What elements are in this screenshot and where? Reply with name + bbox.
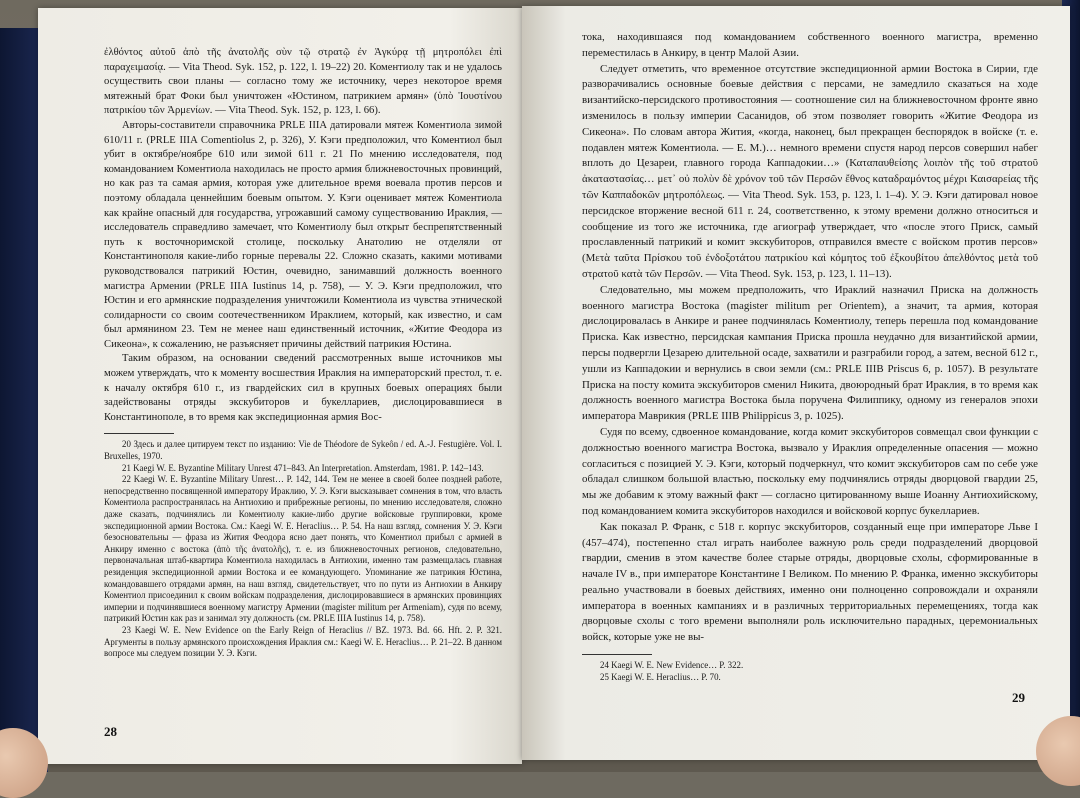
footnote: 23 Kaegi W. E. New Evidence on the Early Reign of Heraclius // BZ. 1973. Bd. 66. Hft. 2. P. 321. Аргументы в пользу армянского происхождения Ираклия см.: Kaegi W. E. Heraclius… P. 21–22. В данном вопросе мы следуем позиции У. Э. Кэги. [104, 624, 502, 659]
right-paragraph: Следовательно, мы можем предположить, что Ираклий назначил Приска на должность военного магистра Востока (magister militum per Orientem), а значит, та армия, которая дислоцировалась в Анкире и ранее подчинялась Коментиолу, теперь перешла под командование Приска. Как известно, персидская кампания Приска прошла неудачно для византийской армии, персы подвергли Цезарею длительной осаде, захватили и разграбили город, а затем, весной 612 г., ушли из Каппадокии и вернулись в свои земли (см.: PRLE IIIB Priscus 6, p. 1057). В результате Приска на посту комита экскубиторов сменил Никита, двоюродный брат Ираклия, в то время как должность военного магистра Востока была поручена Филиппику, одному из генералов эпохи императора Маврикия (PRLE IIIB Philippicus 3, p. 1025). [582, 283, 1038, 423]
page-number: 29 [1012, 690, 1025, 705]
right-paragraph: Судя по всему, сдвоенное командование, когда комит экскубиторов совмещал свои функции с должностью военного магистра Востока, вызвало у Ираклия определенные опасения — можно согласиться с позицией У. Э. Кэги, который подчеркнул, что комит экскубиторов сам по себе уже обладал слишком большой властью, поскольку ему подчинялись отряды дворцовой гвардии 25, мы же добавим к этому важный факт — согласно цитированному выше Иоанну Антиохийскому, под командованием комита экскубиторов находился и войсковой корпус букеллариев. [582, 425, 1038, 517]
footnote: 21 Kaegi W. E. Byzantine Military Unrest 471–843. An Interpretation. Amsterdam, 1981. P. 142–143. [122, 462, 484, 473]
left-paragraph: Таким образом, на основании сведений рассмотренных выше источников мы можем утверждать, что к моменту восшествия Ираклия на императорский престол, т. е. к началу октября 610 г., из гвардейских сил в крупных боевых операциях были задействованы отряды экскубиторов и букеллариев, дислоцировавшиеся в Константинополе, в то время как экспедиционная армия Вос- [104, 353, 502, 423]
footnote-rule [104, 433, 174, 434]
left-paragraph: ἐλθόντος αὐτοῦ ἀπὸ τῆς ἀνατολῆς σὺν τῷ στρατῷ ἐν Ἀγκύρᾳ τῇ μητροπόλει ἐπὶ παραχειμασίᾳ. — Vita Theod. Syk. 152, p. 122, l. 19–22) 20. Коментиолу так и не удалось осуществить свои планы — согласно тому же источнику, через некоторое время мятежный брат Фоки был уничтожен «Юстином, патрикием армян» (ὑπὸ Ἰουστίνου πατρικίου τῶν Ἀρμενίων. — Vita Theod. Syk. 152, p. 123, l. 66). [104, 47, 502, 117]
right-paragraph: Следует отметить, что временное отсутствие экспедиционной армии Востока в Сирии, где разворачивались основные боевые действия с персами, не замедлило сказаться на ходе византийско-персидского противостояния — соотношение сил на ближневосточном фронте явно изменилось в пользу империи Сасанидов, об этом позволяет говорить «Житие Феодора из Сикеона». По словам автора Жития, «когда, наконец, был прекращен беспорядок в войске (т. е. подавлен мятеж Коментиола. — Е. М.)… немного времени спустя народ персов совершил набег вплоть до Цезареи, главного города Каппадокии…» (Καταπαυθείσης λοιπὸν τῆς τοῦ στρατοῦ ἀκαταστασίας… μετ᾽ οὐ πολὺν δὲ χρόνον τοῦ τῶν Περσῶν ἔθνος καταδραμόντος μέχρι Καισαρείας τῆς τῶν Καππαδοκῶν μητροπόλεως. — Vita Theod. Syk. 153, p. 123, l. 1–4). У. Э. Кэги датировал новое персидское вторжение весной 611 г. 24, соответственно, к этому времени должно относиться и сообщение из того же источника, где агиограф утверждает, что «после этого Приск, самый прославленный патрикий и комит экскубиторов, отправился вместе с войском против персов» (Μετὰ ταῦτα Πρίσκου τοῦ ἐνδοξοτάτου πατρικίου καὶ κόμητος τοῦ ἐξκουβίτου ἀπελθόντος μετὰ τοῦ στρατοῦ κατὰ τῶν Περσῶν. — Vita Theod. Syk. 153, p. 123, l. 11–13). [582, 62, 1038, 280]
right-page [522, 6, 1070, 760]
footnote: 25 Kaegi W. E. Heraclius… P. 70. [600, 671, 721, 682]
page-number: 28 [104, 724, 117, 739]
footnote-rule [582, 654, 652, 655]
footnote: 22 Kaegi W. E. Byzantine Military Unrest… P. 142, 144. Тем не менее в своей более поздней работе, непосредственно посвященной императору Ираклию, У. Э. Кэги высказывает сомнения в том, что власть Коментиола распространялась на Антиохию и прибрежные регионы, по мнению исследователя, сложно даже сказать, подчинялись ли Коментиолу какие-либо другие войсковые группировки, кроме экспедиционной армии Востока. См.: Kaegi W. E. Heraclius… P. 54. На наш взгляд, сомнения У. Э. Кэги безосновательны — фраза из Жития Феодора ясно дает понять, что Коментиол прибыл с армией в Анкиру именно с востока (ἀπὸ τῆς ἀνατολῆς), т. е. из ближневосточных регионов, следовательно, первоначальная штаб-квартира Коментиола находилась в Антиохии, именно там размещалась главная резиденция экспедиционной армии Востока и ее командующего. Упоминание же патрикия Юстина, командовавшего отрядами армян, на наш взгляд, свидетельствует, что по пути из Антиохии в Анкиру Коментиол присоединил к своим войскам подразделения, дислоцировавшиеся в армянских провинциях империи и подчинявшиеся военному магистру Армении (magister militum per Armeniam), судя по всему, патрикий Юстин как раз и занимал эту должность (см. PRLE IIIA Iustinus 14, p. 758). [104, 474, 502, 624]
footnote: 24 Kaegi W. E. New Evidence… P. 322. [600, 660, 744, 671]
left-page-body [104, 46, 502, 660]
right-paragraph: Как показал Р. Франк, с 518 г. корпус экскубиторов, созданный еще при императоре Льве I (457–474), постепенно стал играть наиболее важную роль среди подразделений дворцовой гвардии, сменив в этом качестве более старые отряды, дворцовые схолы, сформированные в начале IV в., при императоре Константине I Великом. По мнению Р. Франка, именно экскубиторы реально участвовали в боевых действиях, именно они полноценно сопровождали и охраняли императора в военных кампаниях и в различных территориальных перемещениях, тогда как дворцовые схолы с того времени выполняли роль исключительно парадных, церемониальных войск, которые уже не вы- [582, 520, 1038, 644]
footnote: 20 Здесь и далее цитируем текст по изданию: Vie de Théodore de Sykeôn / ed. A.-J. Festugière. Vol. I. Bruxelles, 1970. [104, 439, 502, 462]
right-paragraph: тока, находившаяся под командованием собственного военного магистра, временно переместилась в Анкиру, в центр Малой Азии. [582, 31, 1038, 59]
left-page [38, 8, 522, 764]
left-paragraph: Авторы-составители справочника PRLE IIIA датировали мятеж Коментиола зимой 610/11 г. (PRLE IIIA Comentiolus 2, p. 326), У. Кэги предположил, что Коментиол был убит в октябре/ноябре 610 или зимой 611 г. 21 По мнению исследователя, под командованием Коментиола находилась не просто армия ближневосточных провинций, но как раз та самая армия, которая уже длительное время воевала против персов и поэтому обладала ценнейшим боевым опытом. У. Кэги оценивает мятеж Коментиола как крайне опасный для государства, угрожавший самому существованию Ираклия, — исследователь справедливо замечает, что Коментиолу был открыт беспрепятственный путь к восточноримской столице, поскольку Анатолию не отделяли от Константинополя какие-либо горные перевалы 22. Сложно сказать, какими мотивами руководствовался патрикий Юстин, очевидно, занимавший должность военного магистра Армении (PRLE IIIA Iustinus 14, p. 758), — У. Э. Кэги предположил, что Юстин и его армянские подразделения уничтожили Коментиола из чувства этнической солидарности со своим соотечественником Ираклием, который, как известно, и сам был армянином 23. Тем не менее наш единственный источник, «Житие Феодора из Сикеона», к сожалению, не разъясняет причины действий патрикия Юстина. [104, 119, 502, 350]
right-page-body [582, 30, 1038, 683]
